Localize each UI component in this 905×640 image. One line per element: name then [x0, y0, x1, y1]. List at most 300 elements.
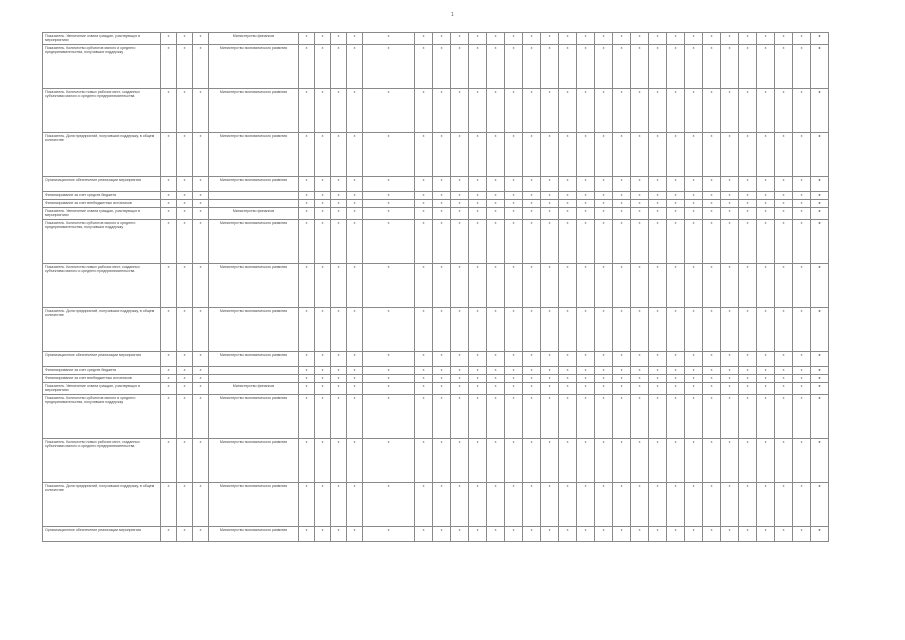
row-description: Организационное обеспечение реализации мероприятия: [43, 527, 161, 542]
cell-mark: x: [649, 367, 667, 375]
cell-mark: x: [315, 527, 331, 542]
cell-mark: x: [595, 220, 613, 264]
cell-mark: x: [739, 308, 757, 352]
cell-mark: x: [631, 395, 649, 439]
cell-mark: x: [541, 192, 559, 200]
cell-mark: x: [331, 308, 347, 352]
cell-mark: x: [469, 264, 487, 308]
cell-mark: x: [433, 375, 451, 383]
cell-mark: x: [487, 527, 505, 542]
cell-mark: x: [685, 89, 703, 133]
cell-mark: x: [347, 527, 363, 542]
cell-mark: x: [161, 527, 177, 542]
cell-mark: x: [595, 192, 613, 200]
cell-mark: x: [793, 395, 811, 439]
cell-mark: x: [721, 200, 739, 208]
cell-mark: x: [757, 375, 775, 383]
cell-mark: x: [667, 33, 685, 45]
cell-mark: x: [775, 352, 793, 367]
row-total: x: [811, 33, 829, 45]
cell-mark: x: [415, 192, 433, 200]
plan-table-body: [43, 33, 829, 542]
cell-mark: x: [739, 439, 757, 483]
cell-mark: x: [577, 200, 595, 208]
cell-mark: x: [523, 264, 541, 308]
cell-mark: x: [523, 375, 541, 383]
cell-mark: x: [685, 527, 703, 542]
cell-mark: x: [193, 375, 209, 383]
cell-mark: x: [559, 264, 577, 308]
cell-mark: x: [161, 45, 177, 89]
cell-mark: x: [331, 264, 347, 308]
cell-mark: x: [577, 367, 595, 375]
cell-mark: x: [347, 200, 363, 208]
cell-mark: x: [631, 527, 649, 542]
cell-mark: x: [415, 89, 433, 133]
cell-mark: x: [631, 352, 649, 367]
cell-mark: x: [451, 208, 469, 220]
cell-mark: x: [347, 45, 363, 89]
cell-mark: x: [739, 352, 757, 367]
cell-mark: x: [523, 220, 541, 264]
cell-mark: x: [775, 439, 793, 483]
cell-mark: x: [433, 383, 451, 395]
cell-mark: x: [541, 264, 559, 308]
cell-mark: x: [631, 483, 649, 527]
cell-mark: x: [469, 375, 487, 383]
cell-mark: x: [487, 89, 505, 133]
cell-mark: x: [451, 383, 469, 395]
cell-mark: x: [775, 395, 793, 439]
cell-mark: x: [505, 208, 523, 220]
cell-mark: x: [793, 220, 811, 264]
cell-mark: x: [363, 367, 415, 375]
cell-mark: x: [703, 264, 721, 308]
cell-mark: x: [775, 192, 793, 200]
cell-mark: x: [177, 89, 193, 133]
cell-mark: x: [613, 395, 631, 439]
cell-mark: x: [721, 383, 739, 395]
cell-mark: x: [315, 177, 331, 192]
cell-mark: x: [299, 45, 315, 89]
cell-mark: x: [505, 367, 523, 375]
cell-mark: x: [685, 439, 703, 483]
cell-mark: x: [577, 439, 595, 483]
cell-mark: x: [577, 527, 595, 542]
cell-mark: x: [315, 192, 331, 200]
cell-mark: x: [649, 308, 667, 352]
cell-mark: x: [613, 375, 631, 383]
cell-mark: x: [775, 483, 793, 527]
cell-mark: x: [299, 483, 315, 527]
cell-mark: x: [667, 133, 685, 177]
cell-mark: x: [613, 383, 631, 395]
cell-mark: x: [613, 352, 631, 367]
cell-mark: x: [595, 352, 613, 367]
cell-mark: x: [613, 89, 631, 133]
cell-mark: x: [613, 439, 631, 483]
responsible-executor: Министерство экономического развития: [209, 89, 299, 133]
cell-mark: x: [315, 308, 331, 352]
cell-mark: x: [299, 177, 315, 192]
cell-mark: x: [193, 264, 209, 308]
cell-mark: x: [299, 527, 315, 542]
cell-mark: x: [721, 133, 739, 177]
cell-mark: x: [559, 89, 577, 133]
cell-mark: x: [757, 483, 775, 527]
cell-mark: x: [793, 352, 811, 367]
cell-mark: x: [505, 45, 523, 89]
cell-mark: x: [793, 308, 811, 352]
cell-mark: x: [469, 439, 487, 483]
table-row: [43, 45, 829, 89]
cell-mark: x: [541, 395, 559, 439]
cell-mark: x: [177, 367, 193, 375]
cell-mark: x: [469, 308, 487, 352]
cell-mark: x: [703, 383, 721, 395]
cell-mark: x: [433, 208, 451, 220]
cell-mark: x: [487, 375, 505, 383]
cell-mark: x: [487, 177, 505, 192]
cell-mark: x: [721, 367, 739, 375]
cell-mark: x: [703, 352, 721, 367]
cell-mark: x: [161, 264, 177, 308]
cell-mark: x: [469, 192, 487, 200]
cell-mark: x: [757, 383, 775, 395]
cell-mark: x: [649, 352, 667, 367]
cell-mark: x: [193, 439, 209, 483]
cell-mark: x: [631, 89, 649, 133]
cell-mark: x: [347, 352, 363, 367]
cell-mark: x: [505, 220, 523, 264]
cell-mark: x: [415, 220, 433, 264]
cell-mark: x: [631, 367, 649, 375]
cell-mark: x: [793, 483, 811, 527]
cell-mark: x: [703, 527, 721, 542]
cell-mark: x: [487, 208, 505, 220]
responsible-executor: Министерство экономического развития: [209, 483, 299, 527]
cell-mark: x: [415, 33, 433, 45]
cell-mark: x: [649, 45, 667, 89]
row-description: Показатель. Увеличение охвата граждан, участвующих в мероприятиях: [43, 383, 161, 395]
cell-mark: x: [177, 45, 193, 89]
cell-mark: x: [415, 264, 433, 308]
cell-mark: x: [451, 45, 469, 89]
cell-mark: x: [649, 439, 667, 483]
row-description: Организационное обеспечение реализации мероприятия: [43, 352, 161, 367]
cell-mark: x: [775, 45, 793, 89]
cell-mark: x: [685, 192, 703, 200]
cell-mark: x: [523, 192, 541, 200]
cell-mark: x: [161, 177, 177, 192]
row-description: Показатель. Количество новых рабочих мест, созданных субъектами малого и среднего предпринимательства: [43, 264, 161, 308]
cell-mark: x: [315, 367, 331, 375]
cell-mark: x: [451, 483, 469, 527]
cell-mark: x: [505, 352, 523, 367]
cell-mark: x: [315, 483, 331, 527]
cell-mark: x: [721, 375, 739, 383]
row-total: x: [811, 177, 829, 192]
cell-mark: x: [775, 33, 793, 45]
cell-mark: x: [631, 264, 649, 308]
cell-mark: x: [331, 177, 347, 192]
cell-mark: x: [631, 439, 649, 483]
cell-mark: x: [703, 367, 721, 375]
cell-mark: x: [161, 352, 177, 367]
row-total: x: [811, 89, 829, 133]
cell-mark: x: [559, 33, 577, 45]
cell-mark: x: [757, 264, 775, 308]
responsible-executor: Министерство экономического развития: [209, 133, 299, 177]
cell-mark: x: [315, 200, 331, 208]
cell-mark: x: [505, 133, 523, 177]
cell-mark: x: [433, 395, 451, 439]
cell-mark: x: [177, 483, 193, 527]
cell-mark: x: [315, 33, 331, 45]
cell-mark: x: [433, 483, 451, 527]
cell-mark: x: [685, 483, 703, 527]
cell-mark: x: [299, 200, 315, 208]
cell-mark: x: [595, 483, 613, 527]
cell-mark: x: [757, 439, 775, 483]
responsible-executor: Министерство экономического развития: [209, 264, 299, 308]
cell-mark: x: [649, 33, 667, 45]
cell-mark: x: [161, 308, 177, 352]
cell-mark: x: [757, 208, 775, 220]
row-total: x: [811, 208, 829, 220]
cell-mark: x: [315, 352, 331, 367]
cell-mark: x: [703, 483, 721, 527]
cell-mark: x: [193, 308, 209, 352]
cell-mark: x: [505, 177, 523, 192]
cell-mark: x: [613, 200, 631, 208]
cell-mark: x: [299, 89, 315, 133]
cell-mark: x: [559, 395, 577, 439]
cell-mark: x: [775, 89, 793, 133]
cell-mark: x: [347, 375, 363, 383]
table-row: [43, 208, 829, 220]
row-total: x: [811, 527, 829, 542]
cell-mark: x: [685, 375, 703, 383]
cell-mark: x: [433, 527, 451, 542]
cell-mark: x: [541, 367, 559, 375]
responsible-executor: [209, 200, 299, 208]
cell-mark: x: [685, 367, 703, 375]
cell-mark: x: [721, 483, 739, 527]
cell-mark: x: [415, 208, 433, 220]
cell-mark: x: [613, 308, 631, 352]
cell-mark: x: [577, 45, 595, 89]
cell-mark: x: [685, 45, 703, 89]
cell-mark: x: [613, 133, 631, 177]
cell-mark: x: [315, 375, 331, 383]
cell-mark: x: [177, 383, 193, 395]
cell-mark: x: [577, 192, 595, 200]
row-total: x: [811, 375, 829, 383]
cell-mark: x: [703, 192, 721, 200]
cell-mark: x: [595, 264, 613, 308]
row-total: x: [811, 483, 829, 527]
cell-mark: x: [415, 352, 433, 367]
cell-mark: x: [161, 89, 177, 133]
cell-mark: x: [161, 367, 177, 375]
row-total: x: [811, 220, 829, 264]
cell-mark: x: [451, 177, 469, 192]
cell-mark: x: [631, 308, 649, 352]
cell-mark: x: [595, 383, 613, 395]
cell-mark: x: [577, 220, 595, 264]
cell-mark: x: [523, 383, 541, 395]
cell-mark: x: [523, 527, 541, 542]
cell-mark: x: [433, 45, 451, 89]
cell-mark: x: [363, 352, 415, 367]
cell-mark: x: [559, 177, 577, 192]
cell-mark: x: [703, 375, 721, 383]
cell-mark: x: [433, 133, 451, 177]
cell-mark: x: [523, 89, 541, 133]
cell-mark: x: [505, 383, 523, 395]
cell-mark: x: [331, 89, 347, 133]
cell-mark: x: [613, 177, 631, 192]
cell-mark: x: [685, 383, 703, 395]
cell-mark: x: [193, 395, 209, 439]
cell-mark: x: [775, 383, 793, 395]
cell-mark: x: [505, 200, 523, 208]
row-total: x: [811, 308, 829, 352]
cell-mark: x: [415, 177, 433, 192]
cell-mark: x: [331, 527, 347, 542]
cell-mark: x: [487, 483, 505, 527]
cell-mark: x: [433, 308, 451, 352]
cell-mark: x: [595, 177, 613, 192]
cell-mark: x: [703, 33, 721, 45]
cell-mark: x: [631, 220, 649, 264]
cell-mark: x: [177, 527, 193, 542]
cell-mark: x: [487, 33, 505, 45]
cell-mark: x: [331, 133, 347, 177]
cell-mark: x: [649, 200, 667, 208]
cell-mark: x: [433, 33, 451, 45]
cell-mark: x: [667, 264, 685, 308]
cell-mark: x: [613, 192, 631, 200]
cell-mark: x: [631, 33, 649, 45]
cell-mark: x: [299, 375, 315, 383]
cell-mark: x: [451, 375, 469, 383]
cell-mark: x: [347, 439, 363, 483]
cell-mark: x: [613, 527, 631, 542]
cell-mark: x: [667, 352, 685, 367]
cell-mark: x: [577, 133, 595, 177]
table-row: [43, 395, 829, 439]
row-total: x: [811, 264, 829, 308]
cell-mark: x: [793, 439, 811, 483]
cell-mark: x: [315, 133, 331, 177]
cell-mark: x: [299, 33, 315, 45]
cell-mark: x: [721, 220, 739, 264]
cell-mark: x: [757, 220, 775, 264]
cell-mark: x: [299, 352, 315, 367]
cell-mark: x: [559, 439, 577, 483]
cell-mark: x: [577, 177, 595, 192]
cell-mark: x: [505, 264, 523, 308]
row-description: Показатель. Количество новых рабочих мест, созданных субъектами малого и среднего предпринимательства: [43, 89, 161, 133]
cell-mark: x: [487, 395, 505, 439]
cell-mark: x: [469, 133, 487, 177]
cell-mark: x: [523, 177, 541, 192]
row-description: Показатель. Увеличение охвата граждан, участвующих в мероприятиях: [43, 208, 161, 220]
cell-mark: x: [541, 352, 559, 367]
cell-mark: x: [487, 352, 505, 367]
cell-mark: x: [559, 308, 577, 352]
row-total: x: [811, 200, 829, 208]
row-description: Финансирование за счет внебюджетных источников: [43, 375, 161, 383]
cell-mark: x: [363, 375, 415, 383]
cell-mark: x: [331, 483, 347, 527]
cell-mark: x: [577, 208, 595, 220]
cell-mark: x: [347, 383, 363, 395]
cell-mark: x: [523, 208, 541, 220]
cell-mark: x: [541, 308, 559, 352]
cell-mark: x: [415, 200, 433, 208]
cell-mark: x: [703, 177, 721, 192]
cell-mark: x: [415, 439, 433, 483]
cell-mark: x: [739, 375, 757, 383]
cell-mark: x: [631, 375, 649, 383]
cell-mark: x: [487, 45, 505, 89]
cell-mark: x: [469, 395, 487, 439]
cell-mark: x: [775, 200, 793, 208]
cell-mark: x: [331, 352, 347, 367]
cell-mark: x: [331, 200, 347, 208]
cell-mark: x: [363, 208, 415, 220]
cell-mark: x: [523, 45, 541, 89]
cell-mark: x: [685, 220, 703, 264]
cell-mark: x: [451, 220, 469, 264]
cell-mark: x: [299, 208, 315, 220]
cell-mark: x: [177, 439, 193, 483]
cell-mark: x: [433, 192, 451, 200]
cell-mark: x: [757, 177, 775, 192]
cell-mark: x: [415, 308, 433, 352]
cell-mark: x: [299, 383, 315, 395]
cell-mark: x: [469, 45, 487, 89]
row-total: x: [811, 352, 829, 367]
cell-mark: x: [347, 208, 363, 220]
cell-mark: x: [577, 395, 595, 439]
cell-mark: x: [363, 200, 415, 208]
cell-mark: x: [631, 133, 649, 177]
cell-mark: x: [667, 220, 685, 264]
cell-mark: x: [721, 308, 739, 352]
cell-mark: x: [299, 308, 315, 352]
cell-mark: x: [487, 264, 505, 308]
cell-mark: x: [739, 208, 757, 220]
cell-mark: x: [667, 527, 685, 542]
cell-mark: x: [347, 89, 363, 133]
cell-mark: x: [347, 308, 363, 352]
cell-mark: x: [613, 45, 631, 89]
row-description: Показатель. Увеличение охвата граждан, участвующих в мероприятиях: [43, 33, 161, 45]
cell-mark: x: [433, 439, 451, 483]
responsible-executor: Министерство финансов: [209, 33, 299, 45]
cell-mark: x: [703, 439, 721, 483]
cell-mark: x: [161, 200, 177, 208]
cell-mark: x: [415, 133, 433, 177]
cell-mark: x: [193, 352, 209, 367]
cell-mark: x: [775, 375, 793, 383]
cell-mark: x: [577, 33, 595, 45]
cell-mark: x: [541, 177, 559, 192]
